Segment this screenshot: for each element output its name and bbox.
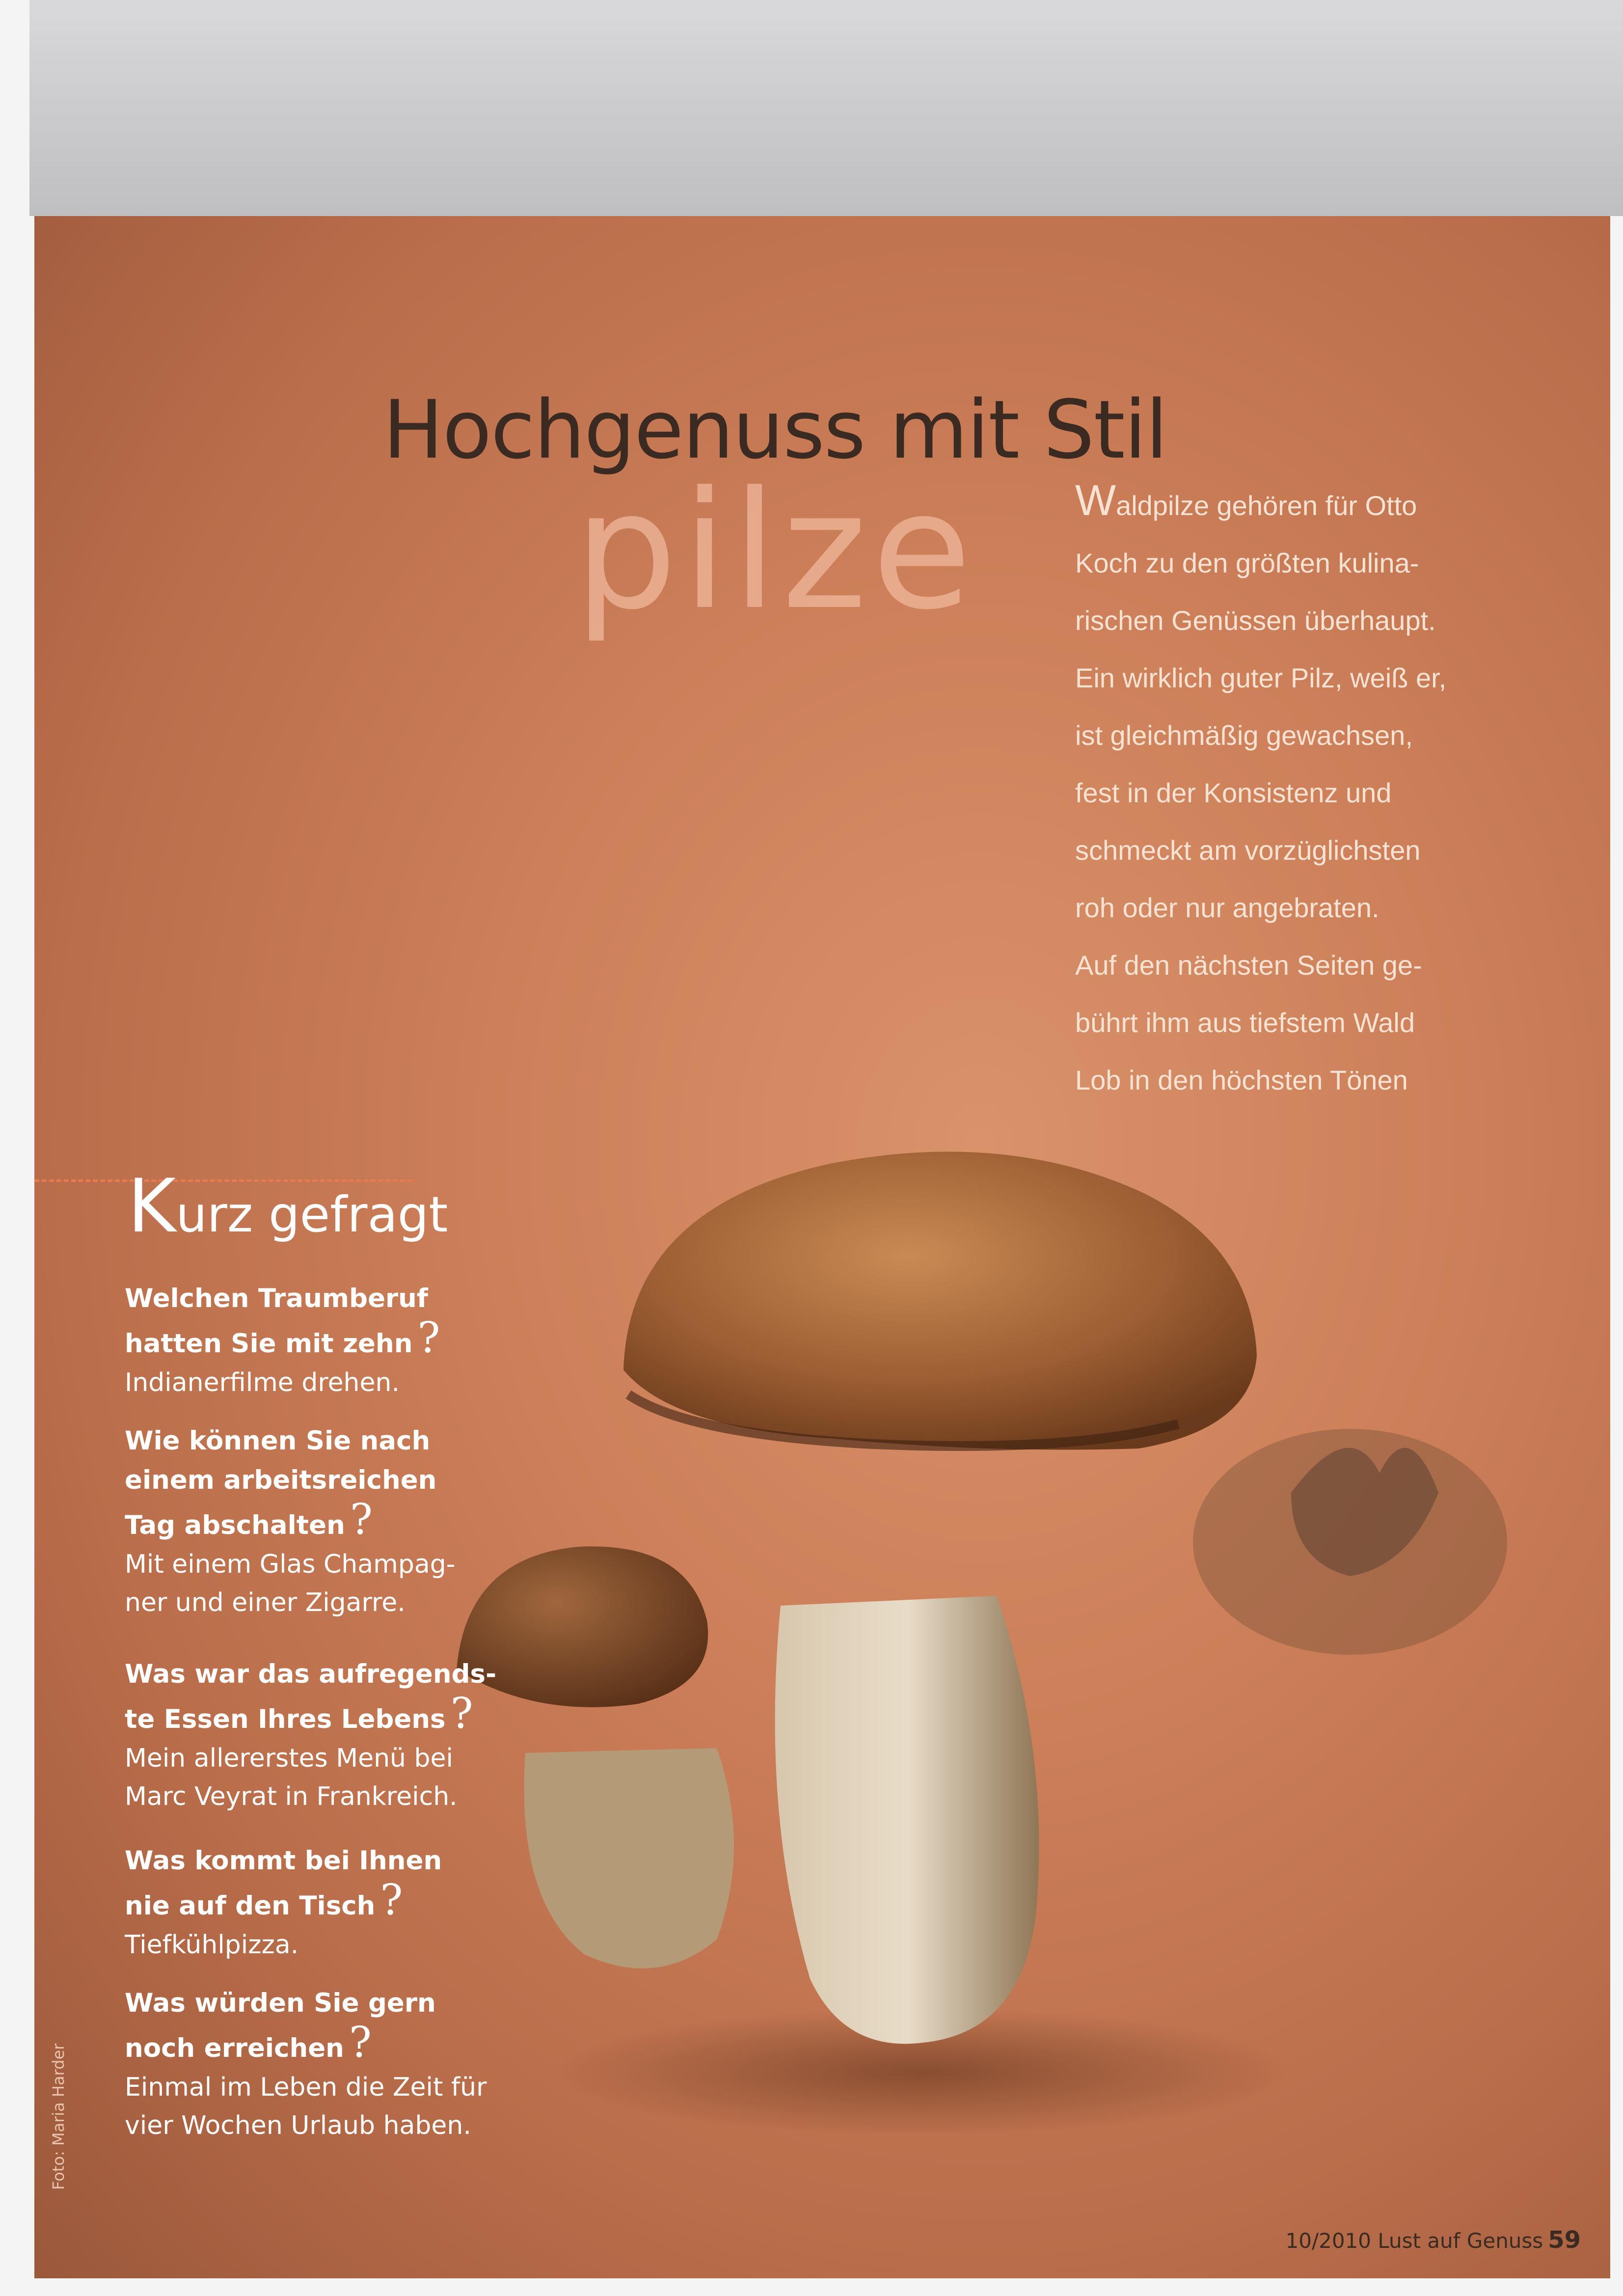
qa-answer-line: Marc Veyrat in Frankreich. (125, 1782, 458, 1811)
scanner-bed-shadow (29, 0, 1623, 216)
kurz-gefragt-heading (128, 1164, 448, 1249)
qa-question-text: nie auf den Tisch (125, 1891, 376, 1921)
qa-item (125, 1421, 498, 1622)
qa-answer-line: Mit einem Glas Champag- (125, 1550, 456, 1579)
porcini-mushroom-photo (457, 1051, 1586, 2180)
intro-paragraph (1075, 471, 1517, 1109)
magazine-page (34, 216, 1610, 2278)
qa-question-line: Was kommt bei Ihnen (125, 1846, 442, 1876)
intro-line: Auf den nächsten Seiten ge- (1075, 950, 1422, 981)
kurz-heading-cap: K (128, 1164, 176, 1249)
qa-question-line (125, 2018, 498, 2068)
intro-line: schmeckt am vorzüglichsten (1075, 835, 1421, 866)
qa-question-text: te Essen Ihres Lebens (125, 1704, 446, 1734)
page-number: 59 (1548, 2226, 1581, 2254)
intro-line: Koch zu den größten kulina- (1075, 547, 1419, 578)
qa-question-line (125, 1313, 498, 1364)
intro-dropcap: W (1075, 476, 1116, 524)
question-mark: ? (349, 2018, 372, 2067)
question-mark: ? (417, 1313, 440, 1363)
section-word-pilze: pilze (574, 457, 977, 645)
page-folio (1286, 2226, 1581, 2254)
question-mark: ? (350, 1495, 373, 1544)
qa-question-line (125, 1495, 498, 1545)
qa-item (125, 1841, 498, 1964)
issue-label: 10/2010 Lust auf Genuss (1285, 2229, 1543, 2253)
intro-line: ist gleichmäßig gewachsen, (1075, 720, 1413, 751)
qa-question-text: hatten Sie mit zehn (125, 1329, 413, 1359)
kurz-heading-rest: urz gefragt (176, 1186, 448, 1243)
intro-line: fest in der Konsistenz und (1075, 777, 1392, 808)
qa-question-text: noch erreichen (125, 2033, 344, 2063)
qa-answer-line: vier Wochen Urlaub haben. (125, 2111, 471, 2140)
page-title: Hochgenuss mit Stil (383, 383, 1167, 477)
question-mark: ? (380, 1876, 403, 1925)
qa-question-line (125, 1876, 498, 1926)
qa-question-line (125, 1689, 498, 1739)
qa-question-text: Tag abschalten (125, 1510, 345, 1540)
photo-credit: Foto: Maria Harder (49, 2043, 68, 2190)
intro-line: aldpilze gehören für Otto (1116, 490, 1417, 521)
qa-answer-line: Mein allererstes Menü bei (125, 1744, 453, 1773)
qa-question-line: Was würden Sie gern (125, 1988, 436, 2018)
intro-line: Ein wirklich guter Pilz, weiß er, (1075, 662, 1447, 693)
intro-line: bührt ihm aus tiefstem Wald (1075, 1007, 1415, 1038)
qa-item (125, 1655, 498, 1816)
intro-line: roh oder nur angebraten. (1075, 892, 1380, 923)
qa-item (125, 1279, 498, 1402)
qa-question-line: Was war das aufregends- (125, 1659, 497, 1689)
qa-item (125, 1984, 498, 2145)
qa-question-line: Welchen Traumberuf (125, 1284, 428, 1313)
qa-answer-line: Tiefkühlpizza. (125, 1930, 299, 1960)
intro-line: Lob in den höchsten Tönen (1075, 1065, 1408, 1095)
intro-line: rischen Genüssen überhaupt. (1075, 605, 1436, 636)
qa-answer-line: ner und einer Zigarre. (125, 1588, 406, 1617)
qa-answer-line: Einmal im Leben die Zeit für (125, 2073, 487, 2102)
qa-answer-line: Indianerfilme drehen. (125, 1368, 400, 1397)
qa-question-line: einem arbeitsreichen (125, 1465, 437, 1495)
question-mark: ? (450, 1689, 473, 1738)
qa-question-line: Wie können Sie nach (125, 1426, 431, 1456)
